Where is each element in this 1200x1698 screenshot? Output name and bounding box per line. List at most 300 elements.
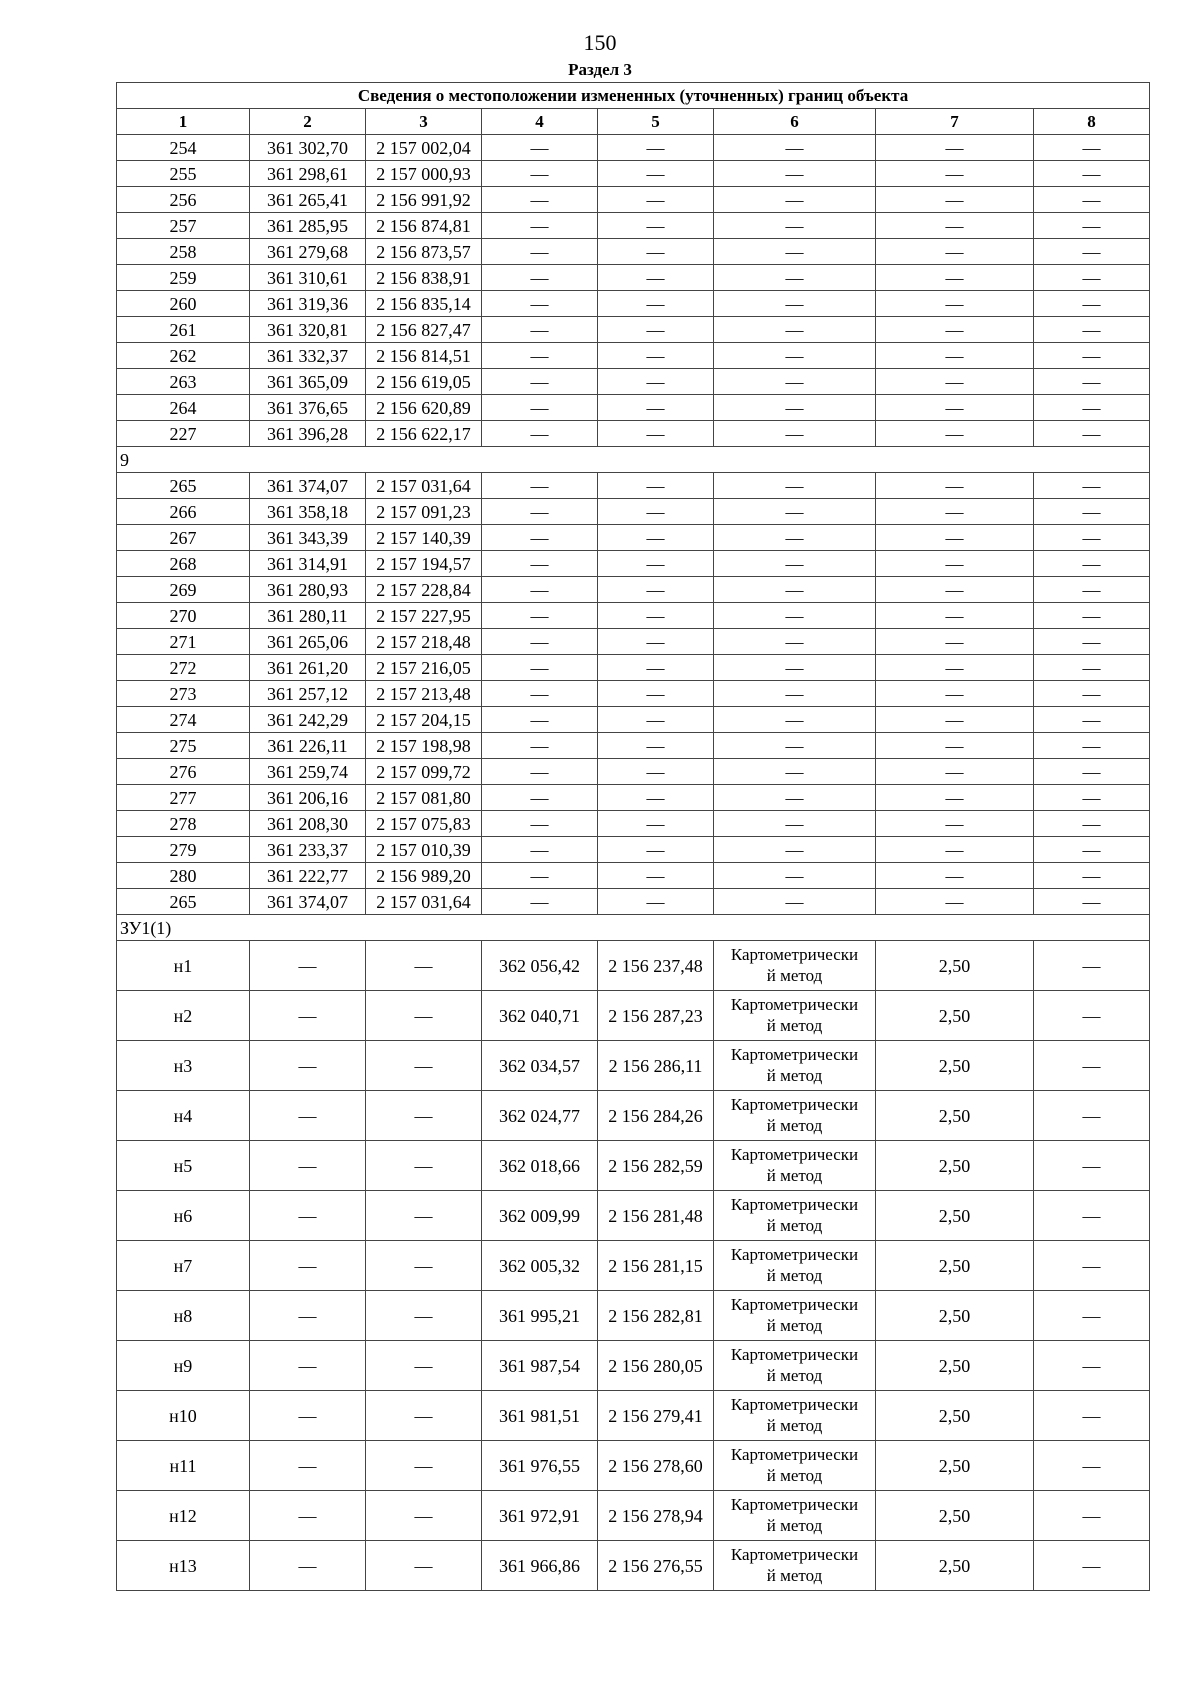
table-cell: 361 206,16 xyxy=(250,785,366,811)
table-cell: — xyxy=(598,655,714,681)
table-cell: — xyxy=(366,1391,482,1441)
table-cell: — xyxy=(366,1091,482,1141)
table-cell: — xyxy=(876,733,1034,759)
table-cell: — xyxy=(876,161,1034,187)
table-cell: 361 396,28 xyxy=(250,421,366,447)
table-cell: н5 xyxy=(117,1141,250,1191)
table-cell: 361 261,20 xyxy=(250,655,366,681)
table-cell: 361 265,06 xyxy=(250,629,366,655)
table-cell: — xyxy=(482,239,598,265)
table-cell: 2,50 xyxy=(876,1241,1034,1291)
method-line: й метод xyxy=(766,1515,823,1535)
table-cell: 2 157 194,57 xyxy=(366,551,482,577)
table-cell: — xyxy=(1034,1441,1150,1491)
table-row xyxy=(117,1291,1150,1341)
table-cell: 264 xyxy=(117,395,250,421)
table-row xyxy=(117,421,1150,447)
table-cell: — xyxy=(598,213,714,239)
table-cell: 362 005,32 xyxy=(482,1241,598,1291)
table-cell: 361 302,70 xyxy=(250,135,366,161)
table-cell: — xyxy=(1034,369,1150,395)
table-cell: — xyxy=(714,811,876,837)
table-cell: — xyxy=(1034,1491,1150,1541)
table-cell: — xyxy=(482,811,598,837)
table-cell: 361 987,54 xyxy=(482,1341,598,1391)
table-cell: 2 156 279,41 xyxy=(598,1391,714,1441)
table-cell: 272 xyxy=(117,655,250,681)
table-cell: 258 xyxy=(117,239,250,265)
table-cell: — xyxy=(714,161,876,187)
table-cell: — xyxy=(250,1391,366,1441)
table-row xyxy=(117,941,1150,991)
table-cell: — xyxy=(482,603,598,629)
table-cell: 273 xyxy=(117,681,250,707)
table-cell: 2 156 281,15 xyxy=(598,1241,714,1291)
table-cell: — xyxy=(1034,187,1150,213)
table-cell: 2 156 622,17 xyxy=(366,421,482,447)
table-row xyxy=(117,291,1150,317)
table-cell: 361 319,36 xyxy=(250,291,366,317)
table-cell: 2 156 281,48 xyxy=(598,1191,714,1241)
table-cell: — xyxy=(250,1441,366,1491)
table-cell-method xyxy=(714,1491,876,1541)
column-number-row xyxy=(117,109,1150,135)
table-cell: 361 242,29 xyxy=(250,707,366,733)
group-label: 9 xyxy=(117,447,1150,473)
method-line: Картометрически xyxy=(730,1045,859,1065)
table-cell: — xyxy=(1034,941,1150,991)
table-cell: 2 156 278,94 xyxy=(598,1491,714,1541)
table-cell: 2 157 099,72 xyxy=(366,759,482,785)
table-cell: 361 280,93 xyxy=(250,577,366,603)
method-line: й метод xyxy=(766,1065,823,1085)
table-cell: — xyxy=(714,213,876,239)
table-cell: — xyxy=(714,889,876,915)
table-cell: — xyxy=(366,1191,482,1241)
table-cell: — xyxy=(366,1341,482,1391)
table-cell: 361 995,21 xyxy=(482,1291,598,1341)
table-cell: 271 xyxy=(117,629,250,655)
table-cell: н1 xyxy=(117,941,250,991)
table-cell: 2 156 278,60 xyxy=(598,1441,714,1491)
table-cell: — xyxy=(598,369,714,395)
table-cell: 275 xyxy=(117,733,250,759)
table-row xyxy=(117,1541,1150,1591)
table-cell: 2,50 xyxy=(876,941,1034,991)
table-cell: — xyxy=(1034,1291,1150,1341)
table-cell: — xyxy=(1034,733,1150,759)
table-cell: — xyxy=(1034,343,1150,369)
table-cell: — xyxy=(482,499,598,525)
table-cell: н9 xyxy=(117,1341,250,1391)
table-cell: — xyxy=(482,655,598,681)
table-cell: 361 976,55 xyxy=(482,1441,598,1491)
table-cell: — xyxy=(714,759,876,785)
table-cell: — xyxy=(250,1141,366,1191)
table-cell: — xyxy=(250,1491,366,1541)
table-cell: 2 157 218,48 xyxy=(366,629,482,655)
table-row xyxy=(117,811,1150,837)
table-cell: 256 xyxy=(117,187,250,213)
table-cell: 362 034,57 xyxy=(482,1041,598,1091)
method-line: Картометрически xyxy=(730,1395,859,1415)
table-cell: 2,50 xyxy=(876,991,1034,1041)
method-line: й метод xyxy=(766,1015,823,1035)
table-cell: — xyxy=(250,1291,366,1341)
table-cell: — xyxy=(1034,837,1150,863)
table-cell: — xyxy=(714,135,876,161)
table-cell: 2,50 xyxy=(876,1041,1034,1091)
table-cell: — xyxy=(714,603,876,629)
table-cell: — xyxy=(876,187,1034,213)
method-line: й метод xyxy=(766,1215,823,1235)
table-cell: 262 xyxy=(117,343,250,369)
table-cell: — xyxy=(876,785,1034,811)
table-cell: 2 156 989,20 xyxy=(366,863,482,889)
table-cell: 280 xyxy=(117,863,250,889)
table-cell: — xyxy=(482,369,598,395)
column-number: 1 xyxy=(117,109,250,135)
table-cell: — xyxy=(876,811,1034,837)
table-cell: 260 xyxy=(117,291,250,317)
table-cell: — xyxy=(482,837,598,863)
table-row xyxy=(117,499,1150,525)
table-cell: н11 xyxy=(117,1441,250,1491)
table-cell: — xyxy=(482,265,598,291)
table-cell: 263 xyxy=(117,369,250,395)
table-cell: — xyxy=(714,291,876,317)
table-cell: — xyxy=(482,707,598,733)
table-cell: 2 157 216,05 xyxy=(366,655,482,681)
method-line: й метод xyxy=(766,1565,823,1585)
table-cell: — xyxy=(1034,135,1150,161)
table-cell: — xyxy=(1034,551,1150,577)
table-cell: 278 xyxy=(117,811,250,837)
table-cell: — xyxy=(482,421,598,447)
table-cell: н7 xyxy=(117,1241,250,1291)
table-cell: 259 xyxy=(117,265,250,291)
table-cell: — xyxy=(714,785,876,811)
table-cell: — xyxy=(714,551,876,577)
table-cell: — xyxy=(1034,991,1150,1041)
table-cell: — xyxy=(1034,1241,1150,1291)
table-cell: — xyxy=(876,889,1034,915)
table-cell: 361 280,11 xyxy=(250,603,366,629)
method-line: й метод xyxy=(766,1365,823,1385)
table-cell: — xyxy=(714,863,876,889)
table-cell: 2 157 081,80 xyxy=(366,785,482,811)
table-cell: 277 xyxy=(117,785,250,811)
table-cell-method xyxy=(714,1191,876,1241)
table-cell: — xyxy=(876,317,1034,343)
table-row xyxy=(117,785,1150,811)
table-cell: — xyxy=(714,733,876,759)
table-cell: — xyxy=(876,655,1034,681)
table-cell: — xyxy=(1034,1191,1150,1241)
table-cell: 2 156 286,11 xyxy=(598,1041,714,1091)
table-cell: н10 xyxy=(117,1391,250,1441)
table-cell: — xyxy=(598,395,714,421)
table-cell: — xyxy=(482,473,598,499)
table-cell: — xyxy=(482,759,598,785)
table-row xyxy=(117,1441,1150,1491)
table-cell: — xyxy=(876,603,1034,629)
method-line: Картометрически xyxy=(730,1245,859,1265)
table-cell: — xyxy=(1034,291,1150,317)
table-row xyxy=(117,317,1150,343)
table-cell: 2 157 198,98 xyxy=(366,733,482,759)
table-cell: 2 156 276,55 xyxy=(598,1541,714,1591)
table-cell: — xyxy=(876,837,1034,863)
table-cell: н2 xyxy=(117,991,250,1041)
table-cell: 361 298,61 xyxy=(250,161,366,187)
table-cell: — xyxy=(714,265,876,291)
table-cell: 361 233,37 xyxy=(250,837,366,863)
table-cell: — xyxy=(250,1541,366,1591)
table-cell: 2 156 282,81 xyxy=(598,1291,714,1341)
table-cell-method xyxy=(714,941,876,991)
table-row xyxy=(117,655,1150,681)
table-cell: — xyxy=(714,629,876,655)
table-cell: — xyxy=(1034,499,1150,525)
table-row xyxy=(117,525,1150,551)
table-cell: 268 xyxy=(117,551,250,577)
table-cell: 361 314,91 xyxy=(250,551,366,577)
table-cell: 361 226,11 xyxy=(250,733,366,759)
table-cell: 276 xyxy=(117,759,250,785)
table-cell: 2 156 835,14 xyxy=(366,291,482,317)
table-cell: — xyxy=(366,1491,482,1541)
table-row xyxy=(117,239,1150,265)
table-cell: — xyxy=(482,681,598,707)
table-cell: 2 156 284,26 xyxy=(598,1091,714,1141)
table-cell: — xyxy=(714,343,876,369)
method-line: й метод xyxy=(766,1115,823,1135)
table-cell: 361 981,51 xyxy=(482,1391,598,1441)
table-cell: — xyxy=(876,213,1034,239)
table-row xyxy=(117,759,1150,785)
table-row xyxy=(117,991,1150,1041)
table-cell: 2 156 873,57 xyxy=(366,239,482,265)
table-cell: 2 157 140,39 xyxy=(366,525,482,551)
table-cell: 2 157 075,83 xyxy=(366,811,482,837)
table-cell: 2 157 002,04 xyxy=(366,135,482,161)
table-cell: 255 xyxy=(117,161,250,187)
table-cell: — xyxy=(598,837,714,863)
table-row xyxy=(117,369,1150,395)
table-cell: — xyxy=(366,1291,482,1341)
table-row xyxy=(117,681,1150,707)
table-row xyxy=(117,863,1150,889)
table-body xyxy=(117,83,1150,1591)
table-cell: н13 xyxy=(117,1541,250,1591)
table-row xyxy=(117,135,1150,161)
table-cell: — xyxy=(598,551,714,577)
table-row xyxy=(117,1191,1150,1241)
table-cell: 274 xyxy=(117,707,250,733)
table-cell: — xyxy=(598,681,714,707)
group-header-row xyxy=(117,915,1150,941)
table-cell: 361 208,30 xyxy=(250,811,366,837)
table-cell: 2 157 204,15 xyxy=(366,707,482,733)
table-cell: 361 374,07 xyxy=(250,889,366,915)
table-row xyxy=(117,707,1150,733)
table-cell: 2 157 010,39 xyxy=(366,837,482,863)
table-row xyxy=(117,265,1150,291)
table-cell: 362 018,66 xyxy=(482,1141,598,1191)
table-cell: — xyxy=(876,525,1034,551)
table-cell: — xyxy=(598,785,714,811)
table-cell: — xyxy=(714,707,876,733)
table-cell: 361 310,61 xyxy=(250,265,366,291)
table-cell: — xyxy=(1034,317,1150,343)
table-cell: — xyxy=(482,291,598,317)
table-cell: — xyxy=(1034,655,1150,681)
table-cell: — xyxy=(1034,785,1150,811)
table-cell: — xyxy=(876,863,1034,889)
table-cell-method xyxy=(714,1541,876,1591)
table-cell: — xyxy=(366,991,482,1041)
table-cell-method xyxy=(714,1391,876,1441)
table-cell: — xyxy=(876,395,1034,421)
table-cell: 2 157 227,95 xyxy=(366,603,482,629)
table-cell: 362 009,99 xyxy=(482,1191,598,1241)
table-cell: — xyxy=(482,525,598,551)
table-cell: — xyxy=(598,317,714,343)
table-cell: — xyxy=(598,759,714,785)
table-cell: — xyxy=(876,135,1034,161)
table-cell: — xyxy=(482,863,598,889)
table-cell: 361 320,81 xyxy=(250,317,366,343)
table-cell: — xyxy=(1034,811,1150,837)
table-cell: — xyxy=(366,1241,482,1291)
table-cell: 361 374,07 xyxy=(250,473,366,499)
table-cell: — xyxy=(876,343,1034,369)
table-cell: — xyxy=(1034,239,1150,265)
table-cell: — xyxy=(714,577,876,603)
table-cell: — xyxy=(482,785,598,811)
table-cell: 361 343,39 xyxy=(250,525,366,551)
table-cell: 2 157 031,64 xyxy=(366,889,482,915)
table-cell: — xyxy=(714,239,876,265)
table-cell: 269 xyxy=(117,577,250,603)
table-cell: — xyxy=(714,421,876,447)
method-line: й метод xyxy=(766,1165,823,1185)
section-title: Раздел 3 xyxy=(568,60,632,79)
table-cell: 265 xyxy=(117,473,250,499)
table-cell-method xyxy=(714,1041,876,1091)
table-cell: — xyxy=(1034,213,1150,239)
method-line: Картометрически xyxy=(730,995,859,1015)
table-cell: 254 xyxy=(117,135,250,161)
table-cell: 227 xyxy=(117,421,250,447)
column-number: 5 xyxy=(598,109,714,135)
table-cell: — xyxy=(714,317,876,343)
table-row xyxy=(117,395,1150,421)
method-line: й метод xyxy=(766,1315,823,1335)
table-cell: — xyxy=(482,577,598,603)
table-cell: 361 358,18 xyxy=(250,499,366,525)
table-cell: — xyxy=(598,421,714,447)
table-cell: — xyxy=(482,889,598,915)
table-cell: — xyxy=(598,135,714,161)
table-row xyxy=(117,1041,1150,1091)
method-line: Картометрически xyxy=(730,1445,859,1465)
table-cell: — xyxy=(1034,707,1150,733)
table-cell: — xyxy=(1034,1091,1150,1141)
table-cell: — xyxy=(366,1041,482,1091)
table-cell: — xyxy=(598,499,714,525)
table-cell: 2 156 280,05 xyxy=(598,1341,714,1391)
table-cell: 362 024,77 xyxy=(482,1091,598,1141)
table-cell: — xyxy=(250,991,366,1041)
table-cell: — xyxy=(598,733,714,759)
table-cell-method xyxy=(714,1141,876,1191)
table-cell: 279 xyxy=(117,837,250,863)
table-cell: — xyxy=(482,395,598,421)
table-cell: — xyxy=(714,395,876,421)
table-cell: — xyxy=(876,681,1034,707)
table-cell: — xyxy=(482,135,598,161)
method-line: Картометрически xyxy=(730,1345,859,1365)
table-cell: 361 285,95 xyxy=(250,213,366,239)
table-cell: 361 966,86 xyxy=(482,1541,598,1591)
table-cell-method xyxy=(714,1091,876,1141)
table-cell: 2 156 991,92 xyxy=(366,187,482,213)
table-cell: — xyxy=(714,187,876,213)
table-cell: 2 156 838,91 xyxy=(366,265,482,291)
table-cell: — xyxy=(598,343,714,369)
table-row xyxy=(117,837,1150,863)
table-row xyxy=(117,1241,1150,1291)
table-row xyxy=(117,1091,1150,1141)
column-number: 7 xyxy=(876,109,1034,135)
table-cell: 266 xyxy=(117,499,250,525)
table-cell: — xyxy=(598,291,714,317)
method-line: Картометрически xyxy=(730,1495,859,1515)
table-cell: 361 332,37 xyxy=(250,343,366,369)
table-cell: — xyxy=(598,473,714,499)
table-cell: — xyxy=(598,577,714,603)
table-row xyxy=(117,473,1150,499)
table-cell: 2,50 xyxy=(876,1491,1034,1541)
table-cell-method xyxy=(714,1291,876,1341)
group-header-row xyxy=(117,447,1150,473)
table-cell: — xyxy=(598,525,714,551)
table-cell: — xyxy=(714,525,876,551)
table-cell: — xyxy=(366,1141,482,1191)
column-number: 3 xyxy=(366,109,482,135)
table-cell: 2,50 xyxy=(876,1291,1034,1341)
method-line: й метод xyxy=(766,1415,823,1435)
table-cell: — xyxy=(366,1441,482,1491)
table-cell: — xyxy=(1034,1391,1150,1441)
table-cell: н4 xyxy=(117,1091,250,1141)
table-cell: — xyxy=(714,655,876,681)
table-cell: — xyxy=(1034,1041,1150,1091)
table-cell: — xyxy=(598,889,714,915)
table-cell: 361 222,77 xyxy=(250,863,366,889)
table-cell: 361 259,74 xyxy=(250,759,366,785)
table-cell: — xyxy=(598,265,714,291)
table-row xyxy=(117,603,1150,629)
table-row xyxy=(117,1341,1150,1391)
table-cell: — xyxy=(876,551,1034,577)
table-cell: — xyxy=(482,733,598,759)
table-cell: 2 157 213,48 xyxy=(366,681,482,707)
table-cell: — xyxy=(598,187,714,213)
table-cell: — xyxy=(482,187,598,213)
